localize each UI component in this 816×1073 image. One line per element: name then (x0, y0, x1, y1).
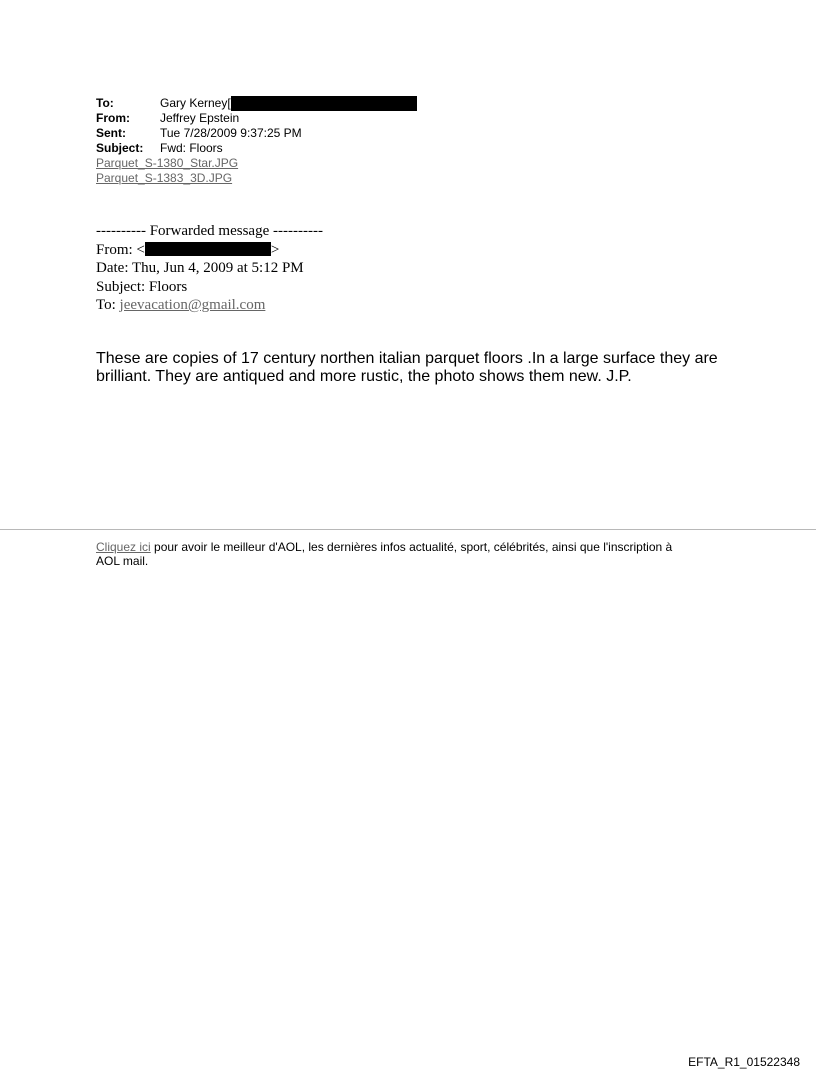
email-link[interactable]: jeevacation@gmail.com (119, 297, 266, 313)
redaction-block (231, 96, 417, 111)
from-row (96, 111, 417, 126)
forward-subject: Subject: Floors (96, 278, 188, 295)
sent-label: Sent: (96, 126, 126, 140)
forward-date: Date: Thu, Jun 4, 2009 at 5:12 PM (96, 260, 304, 276)
from-value: Jeffrey Epstein (160, 111, 240, 125)
message-body: These are copies of 17 century northen italian parquet floors .In a large surface they are brilliant. They are antiqued and more rustic, the photo shows them new. J.P. (96, 350, 718, 385)
to-label: To: (96, 96, 114, 110)
subject-row (96, 141, 417, 156)
to-value: Gary Kerney[ (160, 96, 231, 110)
email-header (96, 96, 417, 186)
forward-to-prefix: To: (96, 297, 120, 313)
aol-footer (96, 540, 696, 568)
subject-value: Fwd: Floors (160, 141, 223, 155)
aol-link[interactable]: Cliquez ici (96, 540, 151, 554)
divider (0, 529, 816, 530)
forward-from-row (96, 241, 323, 260)
from-label: From: (96, 111, 130, 125)
forwarded-message (96, 222, 323, 315)
subject-label: Subject: (96, 141, 144, 155)
sent-value: Tue 7/28/2009 9:37:25 PM (160, 126, 302, 140)
aol-footer-text: pour avoir le meilleur d'AOL, les dernières infos actualité, sport, célébrités, ainsi que l'inscription à AOL mail. (96, 540, 673, 568)
document-id: EFTA_R1_01522348 (688, 1055, 800, 1069)
forward-from-prefix: From: < (96, 241, 145, 258)
forward-separator: ---------- Forwarded message ---------- (96, 223, 323, 239)
to-row (96, 96, 417, 111)
attachment-link[interactable]: Parquet_S-1383_3D.JPG (96, 171, 233, 185)
attachment-link[interactable]: Parquet_S-1380_Star.JPG (96, 156, 239, 170)
forward-to-row (96, 296, 323, 315)
sent-row (96, 126, 417, 141)
redaction-block (145, 242, 271, 256)
forward-from-suffix: > (270, 241, 280, 258)
